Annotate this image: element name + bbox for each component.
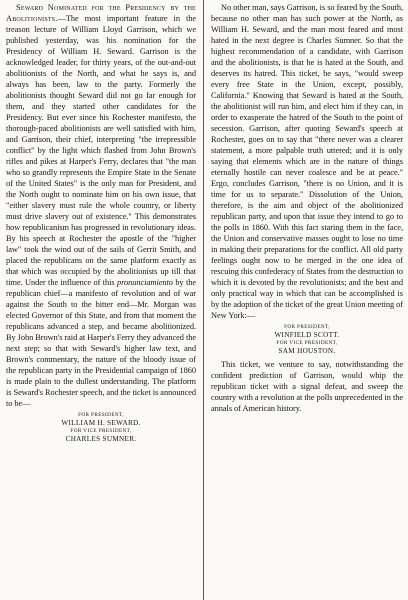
ticket1-for-president: FOR PRESIDENT, bbox=[78, 412, 124, 418]
ticket1-vice-president-name: CHARLES SUMNER. bbox=[65, 435, 137, 443]
left-paragraph-part1: —The most important feature in the treason lecture of William Lloyd Garrison, which we published yesterday, was his nomination for the Presidency of William H. Seward. Garrison is the acknowledged leader, for thirty years, of the out-and-out abolitionists of the North, and what he says is, and always has been, law to the party. Formerly the abolitionists thought Seward did not go far enough for them, and they started other candidates for the Presidency. But ever since his Rochester manifesto, the thorough-paced abolitionists are well satisfied with him, and Garrison, their chief, interpreting "the irrepressible conflict" by the light which flashed from John Brown's rifles and pikes at Harper's Ferry, declares that "the man who so grandly represents the Empire State in the Senate of the United States" is the only man for President, and the North ought to nominate him on his own issue, that "either slavery must rule the whole country, or liberty must drive slavery out of existence." This demonstrates how republicanism has progressed in revolutionary ideas. By his speech at Rochester the apostle of the "higher law" took the wind out of the sails of Gerrit Smith, and placed the republicans on the same platform exactly as that which was occupied by the abolitionists up till that time. Under the influence of this bbox=[6, 14, 196, 287]
left-column bbox=[6, 2, 196, 447]
right-column bbox=[211, 2, 403, 414]
ticket2-for-vice-president: FOR VICE PRESIDENT, bbox=[276, 340, 338, 346]
ticket2-vice-president-name: SAM HOUSTON. bbox=[278, 347, 336, 355]
ticket2-president-name: WINFIELD SCOTT. bbox=[274, 331, 340, 339]
ticket2-for-president: FOR PRESIDENT, bbox=[284, 324, 330, 330]
left-paragraph-part2: by the republican chief—a manifesto of revolution and of war against the South to the bitter end—Mr. Morgan was elected Governor of this State, and from that moment the republicans advanced a step, and became abolitionized. By John Brown's raid at Harper's Ferry they advanced the next step; so that with Seward's higher law text, and Brown's commentary, the nature of the bloody issue of the republican party in the Presidential campaign of 1860 is made plain to the dullest understanding. The platform is Seward's Rochester speech, and the ticket is announced to be— bbox=[6, 278, 196, 408]
column-divider bbox=[203, 0, 204, 600]
left-italic-word: pronunciamiento bbox=[116, 278, 173, 287]
right-paragraph-1: No other man, says Garrison, is so feared by the South, because no other man has such power at the North, as William H. Seward, and the man most feared and most hated in the next degree is Charles Sumner. So that the highest recommendation of a candidate, with Garrison and the abolitionists, is that he is hated at the South, and deserves its hatred. This ticket, he says, "would sweep every free State in the Union, except, possibly, California." Knowing that Seward is hated at the South, the abolitionist will run him, and elect him if they can, in order to exasperate the hatred of the South to the point of secession. Garrison, after quoting Seward's speech at Rochester, goes on to say that "there never was a clearer statement, a more palpable truth uttered; and it is only saying that elements which are in the nature of things eternally hostile can never coalesce and be at peace." Ergo, concludes Garrison, "there is no Union, and it is time for us to separate." Dissolution of the Union, therefore, is the aim and object of the abolitionized republican party, and upon that issue they intend to go to the polls in 1860. With this fact staring them in the face, the Union and conservative masses ought to lose no time in making their preparations for the conflict. All old party feelings ought now to be merged in the one idea of rescuing this confederacy of States from the destruction to which it is devoted by the revolutionists; and the best and only practical way in which that can be accomplished is by the adoption of the ticket of the great Union meeting of New York:— bbox=[211, 3, 403, 320]
right-paragraph-2: This ticket, we venture to say, notwithstanding the confident prediction of Garrison, would whip the republican ticket with a signal defeat, and sweep the country with a revolution at the polls unprecedented in the annals of American history. bbox=[211, 360, 403, 413]
ticket1-for-vice-president: FOR VICE PRESIDENT, bbox=[70, 428, 132, 434]
ticket-seward-sumner bbox=[6, 412, 196, 444]
ticket-scott-houston bbox=[211, 324, 403, 356]
article-body-left bbox=[6, 2, 196, 409]
ticket1-president-name: WILLIAM H. SEWARD. bbox=[61, 419, 141, 427]
article-headline: Seward Nominated for the Presidency by the Abolitionists. bbox=[6, 3, 196, 23]
